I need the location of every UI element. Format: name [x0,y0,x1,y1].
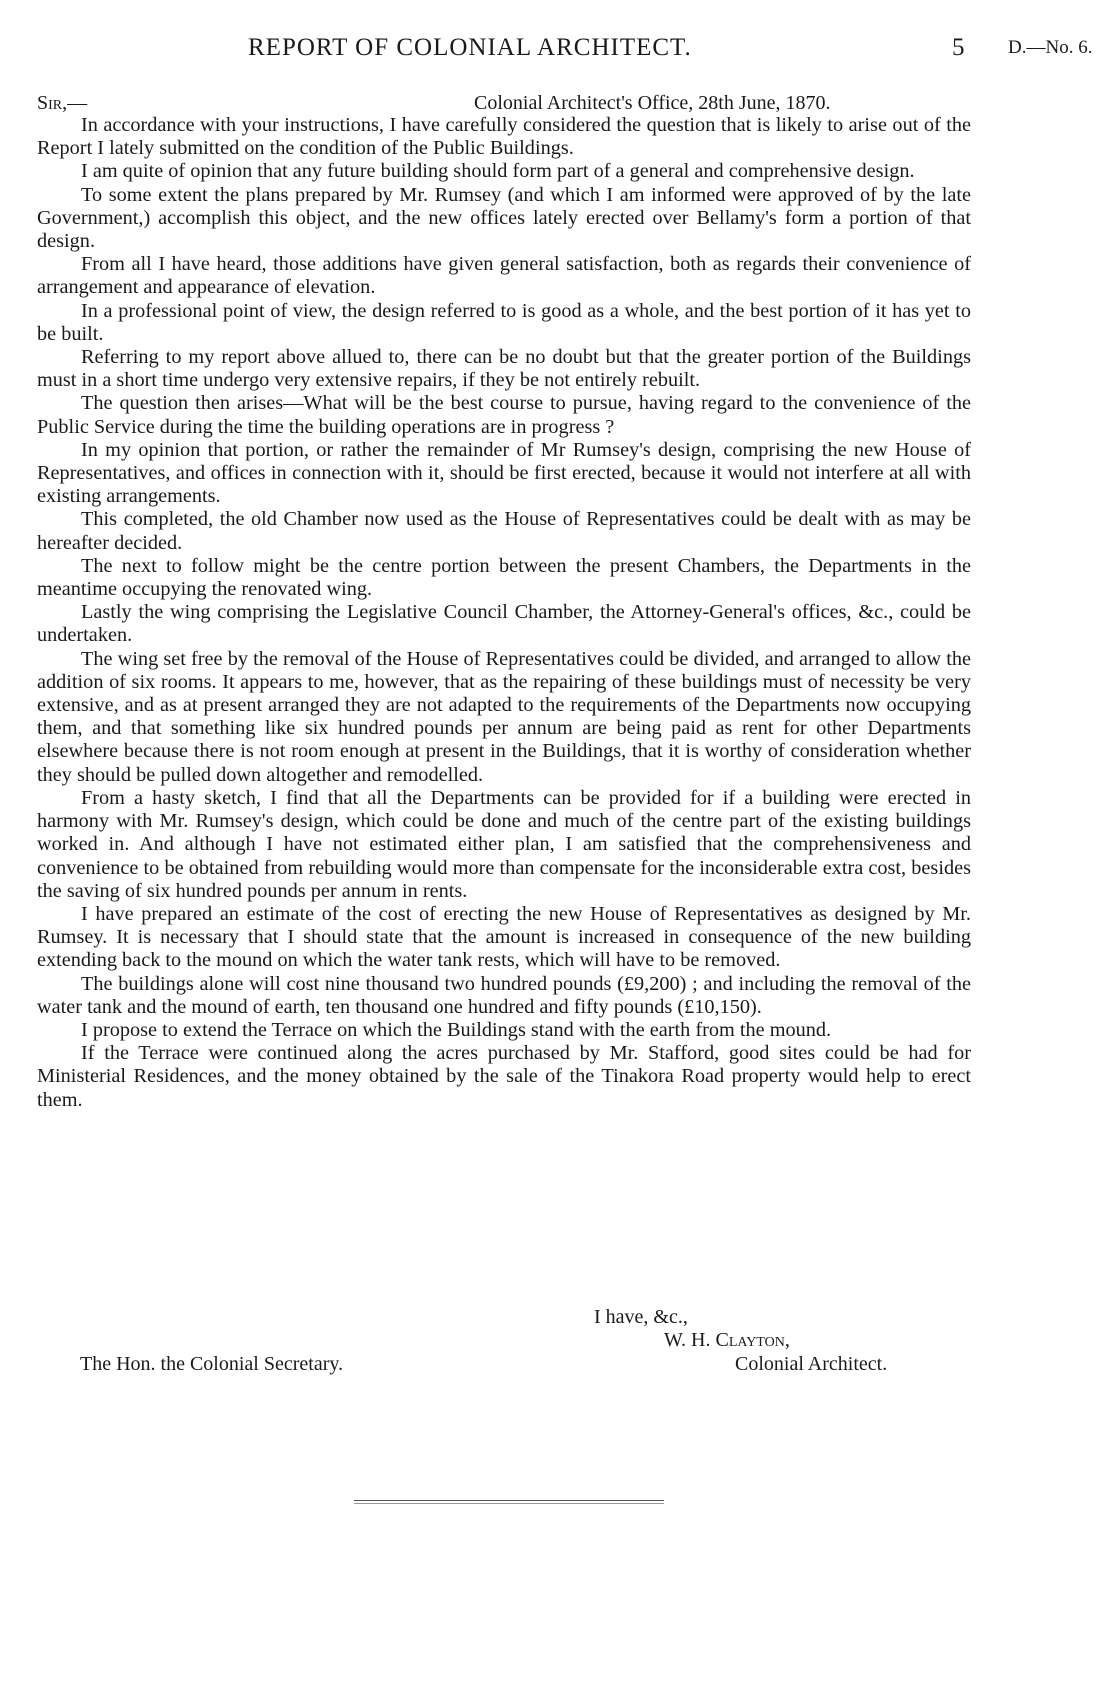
end-rule-divider [354,1500,664,1504]
paragraph: From all I have heard, those additions have given general satisfaction, both as regards their convenience of arrangement and appearance of elevation. [37,253,971,299]
paragraph: In a professional point of view, the design referred to is good as a whole, and the best portion of it has yet to be built. [37,299,971,345]
paragraph: In accordance with your instructions, I have carefully considered the question that is likely to arise out of the Report I lately submitted on the condition of the Public Buildings. [37,114,971,160]
closing: I have, &c., [594,1306,688,1328]
letter-body [37,114,971,1112]
paragraph: The wing set free by the removal of the House of Representatives could be divided, and arranged to allow the addition of six rooms. It appears to me, however, that as the repairing of these buildings must of necessity be very extensive, and as at present arranged they are not adapted to the requirements of the Departments now occupying them, and that something like six hundred pounds per annum are being paid as rent for other Departments elsewhere because there is not room enough at present in the Buildings, that it is worthy of consideration whether they should be pulled down altogether and remodelled. [37,647,971,786]
signatory-name: W. H. Clayton, [664,1329,790,1351]
paragraph: The buildings alone will cost nine thousand two hundred pounds (£9,200) ; and including the removal of the water tank and the mound of earth, ten thousand one hundred and fifty pounds (£10,150). [37,972,971,1018]
office-date-line: Colonial Architect's Office, 28th June, 1870. [474,92,831,114]
signatory-title: Colonial Architect. [735,1353,888,1375]
paragraph: The question then arises—What will be the best course to pursue, having regard to the convenience of the Public Service during the time the building operations are in progress ? [37,392,971,438]
salutation: Sir,— [37,92,88,114]
paragraph: Referring to my report above allued to, there can be no doubt but that the greater portion of the Buildings must in a short time undergo very extensive repairs, if they be not entirely rebuilt. [37,346,971,392]
page-header [0,34,1114,68]
letter-heading [37,92,927,116]
addressee: The Hon. the Colonial Secretary. [80,1353,344,1375]
paragraph: This completed, the old Chamber now used as the House of Representatives could be dealt with as may be hereafter decided. [37,508,971,554]
signature-block [0,1306,1114,1396]
paragraph: The next to follow might be the centre portion between the present Chambers, the Departments in the meantime occupying the renovated wing. [37,554,971,601]
report-title: REPORT OF COLONIAL ARCHITECT. [248,34,692,61]
paragraph: Lastly the wing comprising the Legislative Council Chamber, the Attorney-General's offices, &c., could be undertaken. [37,601,971,647]
paragraph: If the Terrace were continued along the acres purchased by Mr. Stafford, good sites could be had for Ministerial Residences, and the money obtained by the sale of the Tinakora Road property would help to erect them. [37,1042,971,1111]
paragraph: I propose to extend the Terrace on which the Buildings stand with the earth from the mound. [81,1018,832,1041]
paragraph: From a hasty sketch, I find that all the Departments can be provided for if a building were erected in harmony with Mr. Rumsey's design, which could be done and much of the centre part of the existing buildings worked in. And although I have not estimated either plan, I am satisfied that the comprehensiveness and convenience to be obtained from rebuilding would more than compensate for the inconsiderable extra cost, besides the saving of six hundred pounds per annum in rents. [37,786,971,902]
page-number: 5 [952,34,965,61]
paragraph: In my opinion that portion, or rather the remainder of Mr Rumsey's design, comprising the new House of Representatives, and offices in connection with it, should be first erected, because it would not interfere at all with existing arrangements. [37,438,971,508]
paragraph: I have prepared an estimate of the cost of erecting the new House of Representatives as designed by Mr. Rumsey. It is necessary that I should state that the amount is increased in consequence of the new building extending back to the mound on which the water tank rests, which will have to be removed. [37,902,971,972]
paragraph: To some extent the plans prepared by Mr. Rumsey (and which I am informed were approved of by the late Government,) accomplish this object, and the new offices lately erected over Bellamy's form a portion of that design. [37,183,971,253]
paragraph: I am quite of opinion that any future building should form part of a general and comprehensive design. [81,160,915,183]
document-reference: D.—No. 6. [1008,37,1093,58]
